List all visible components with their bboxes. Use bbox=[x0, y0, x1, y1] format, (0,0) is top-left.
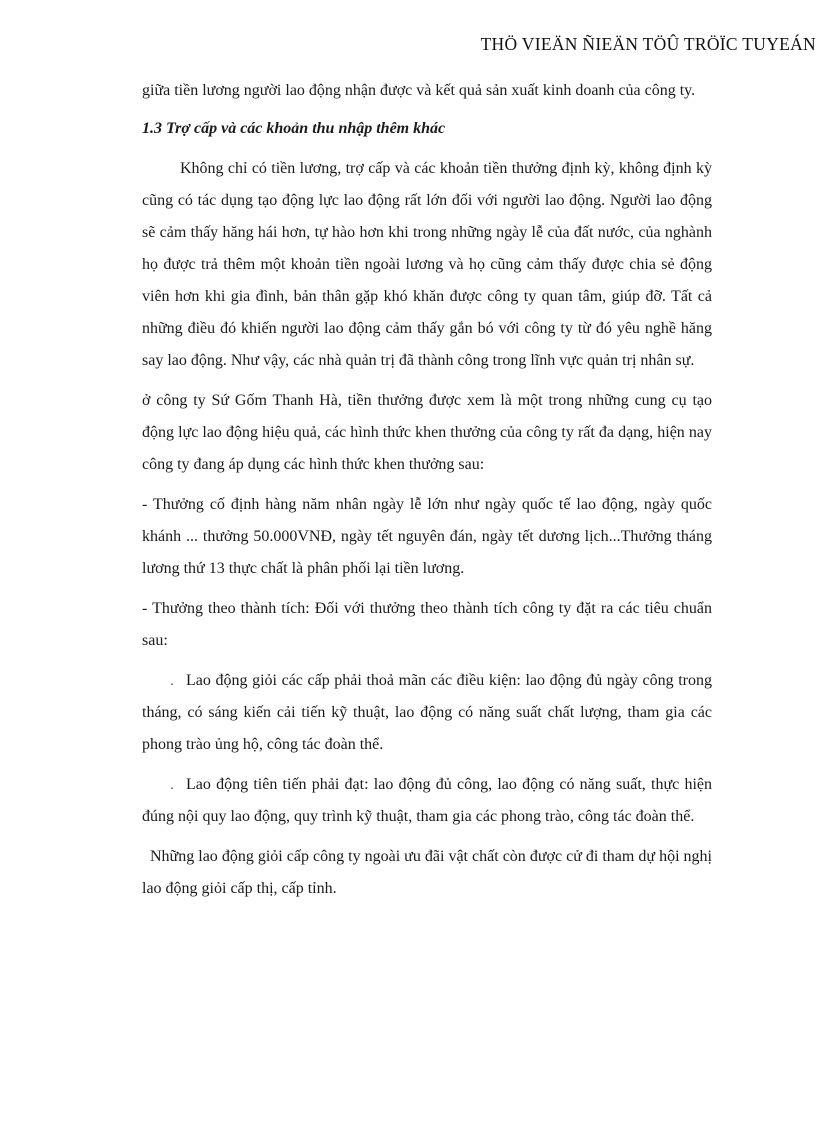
paragraph: Những lao động giỏi cấp công ty ngoài ưu đãi vật chất còn được cử đi tham dự hội nghị lao động giỏi cấp thị, cấp tỉnh. bbox=[142, 848, 712, 897]
document-body bbox=[142, 75, 712, 905]
list-item-text: Lao động giỏi các cấp phải thoả mãn các điều kiện: lao động đủ ngày công trong tháng, có sáng kiến cải tiến kỹ thuật, lao động có năng suất chất lượng, tham gia các phong trào ủng hộ, công tác đoàn thể. bbox=[142, 672, 712, 753]
list-item-text: Lao động tiên tiến phải đạt: lao động đủ công, lao động có năng suất, thực hiện đúng nội quy lao động, quy trình kỹ thuật, tham gia các phong trào, công tác đoàn thể. bbox=[142, 776, 712, 825]
list-item bbox=[142, 769, 712, 833]
section-heading: 1.3 Trợ cấp và các khoản thu nhập thêm khác bbox=[142, 120, 446, 137]
paragraph: ở công ty Sứ Gốm Thanh Hà, tiền thưởng được xem là một trong những cung cụ tạo động lực lao động hiệu quả, các hình thức khen thưởng của công ty rất đa dạng, hiện nay công ty đang áp dụng các hình thức khen thưởng sau: bbox=[142, 392, 712, 473]
page-header: THÖ VIEÄN ÑIEÄN TÖÛ TRÖÏC TUYEÁN bbox=[480, 34, 816, 54]
paragraph: giữa tiền lương người lao động nhận được và kết quả sản xuất kinh doanh của công ty. bbox=[142, 82, 696, 99]
bullet-icon: ․ bbox=[170, 674, 175, 688]
paragraph: - Thưởng theo thành tích: Đối với thưởng theo thành tích công ty đặt ra các tiêu chuẩn sau: bbox=[142, 600, 712, 649]
bullet-icon: ․ bbox=[170, 778, 175, 792]
paragraph: - Thưởng cố định hàng năm nhân ngày lễ lớn như ngày quốc tế lao động, ngày quốc khánh ... thưởng 50.000VNĐ, ngày tết nguyên đán, ngày tết dương lịch...Thưởng tháng lương thứ 13 thực chất là phân phối lại tiền lương. bbox=[142, 496, 712, 577]
list-item bbox=[142, 665, 712, 761]
paragraph: Không chỉ có tiền lương, trợ cấp và các khoản tiền thưởng định kỳ, không định kỳ cũng có tác dụng tạo động lực lao động rất lớn đối với người lao động. Người lao động sẽ cảm thấy hăng hái hơn, tự hào hơn khi trong những ngày lễ của đất nước, của nghành họ được trả thêm một khoản tiền ngoài lương và họ cũng cảm thấy được chia sẻ động viên hơn khi gia đình, bản thân gặp khó khăn được công ty quan tâm, giúp đỡ. Tất cả những điều đó khiến người lao động cảm thấy gắn bó với công ty từ đó yêu nghề hăng say lao động. Như vậy, các nhà quản trị đã thành công trong lĩnh vực quản trị nhân sự. bbox=[142, 160, 712, 369]
